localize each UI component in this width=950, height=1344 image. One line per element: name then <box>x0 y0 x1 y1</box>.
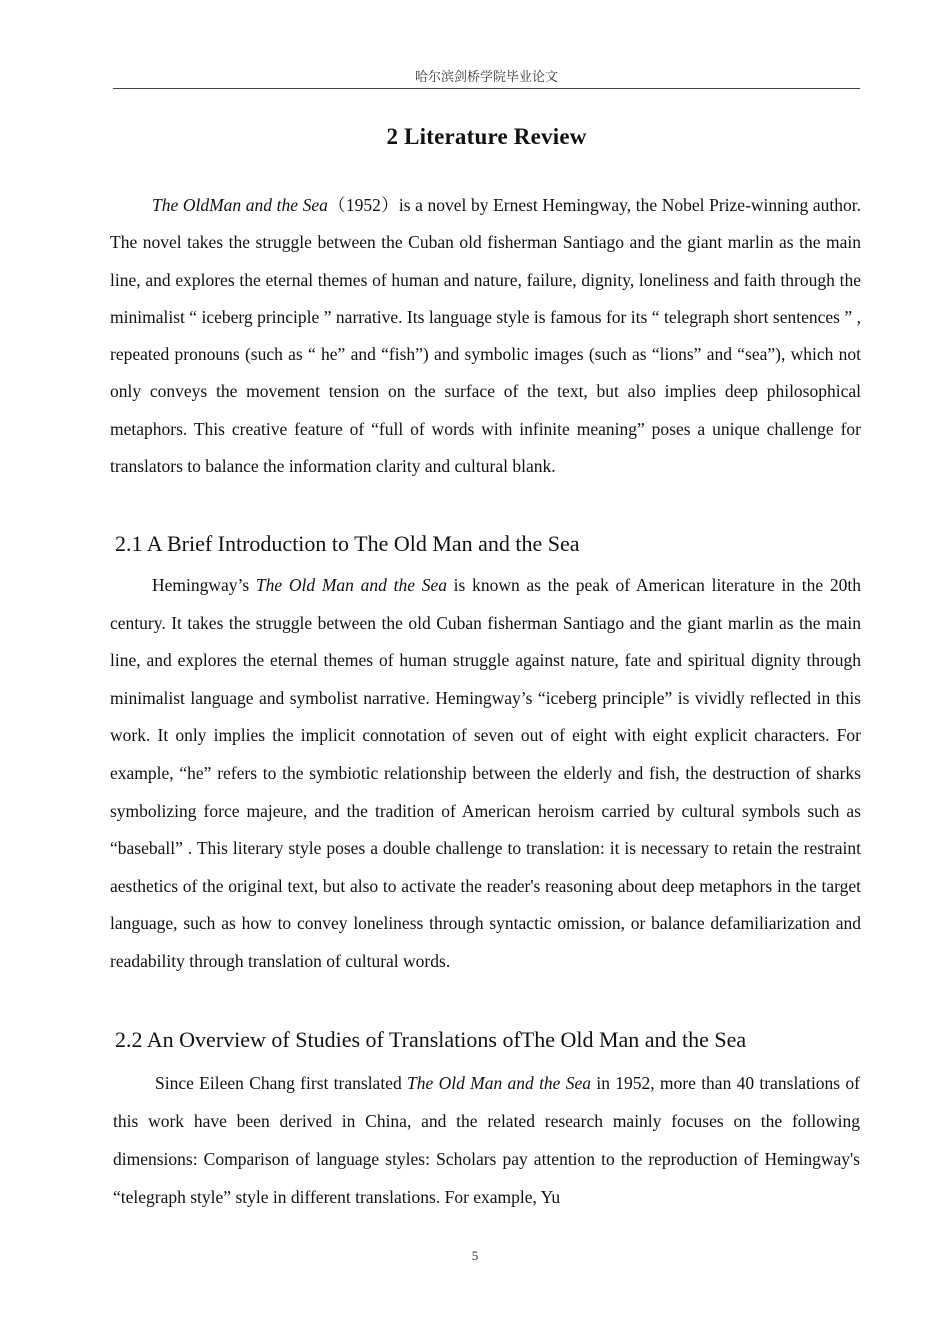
intro-paragraph-text: （1952）is a novel by Ernest Hemingway, the Nobel Prize-winning author. The novel takes the struggle between the Cuban old fisherman Santiago and the giant marlin as the main line, and explores the eternal themes of human and nature, failure, dignity, loneliness and faith through the minimalist “ iceberg principle ” narrative. Its language style is famous for its “ telegraph short sentences ” , repeated pronouns (such as “ he” and “fish”) and symbolic images (such as “lions” and “sea”), which not only conveys the movement tension on the surface of the text, but also implies deep philosophical metaphors. This creative feature of “full of words with infinite meaning” poses a unique challenge for translators to balance the information clarity and cultural blank. <box>110 195 861 477</box>
running-header: 哈尔滨剑桥学院毕业论文 <box>414 70 558 85</box>
book-title-italic: The Old Man and the Sea <box>255 575 447 595</box>
section-2-2-text: in 1952, more than 40 translations of this work have been derived in China, and the related research mainly focuses on the following dimensions: Comparison of language styles: Scholars pay attention to the reproduction of Hemingway's “telegraph style” style in different translations. For example, Yu <box>113 1073 860 1207</box>
section-title-2-1: 2.1 A Brief Introduction to The Old Man and the Sea <box>115 531 580 556</box>
section-title-2-2: 2.2 An Overview of Studies of Translations ofThe Old Man and the Sea <box>115 1027 747 1052</box>
page-number: 5 <box>471 1248 479 1263</box>
section-2-1-lead: Hemingway’s <box>152 575 256 595</box>
section-2-1-paragraph <box>110 567 861 981</box>
section-2-1-text: is known as the peak of American literature in the 20th century. It takes the struggle between the old Cuban fisherman Santiago and the giant marlin as the main line, and explores the eternal themes of human struggle against nature, fate and spiritual dignity through minimalist language and symbolist narrative. Hemingway’s “iceberg principle” is vividly reflected in this work. It only implies the implicit connotation of seven out of eight with eight explicit characters. For example, “he” refers to the symbiotic relationship between the elderly and fish, the destruction of sharks symbolizing force majeure, and the tradition of American heroism carried by cultural symbols such as “baseball” . This literary style poses a double challenge to translation: it is necessary to retain the restraint aesthetics of the original text, but also to activate the reader's reasoning about deep metaphors in the target language, such as how to convey loneliness through syntactic omission, or balance defamiliarization and readability through translation of cultural words. <box>110 575 861 971</box>
section-2-2-paragraph <box>113 1064 860 1216</box>
section-2-2-lead: Since Eileen Chang first translated <box>155 1073 408 1093</box>
book-title-italic: The Old Man and the Sea <box>407 1073 592 1093</box>
book-title-italic: The OldMan and the Sea <box>152 195 328 215</box>
chapter-title: 2 Literature Review <box>386 124 587 149</box>
intro-paragraph <box>110 187 861 485</box>
header-rule <box>113 88 860 89</box>
